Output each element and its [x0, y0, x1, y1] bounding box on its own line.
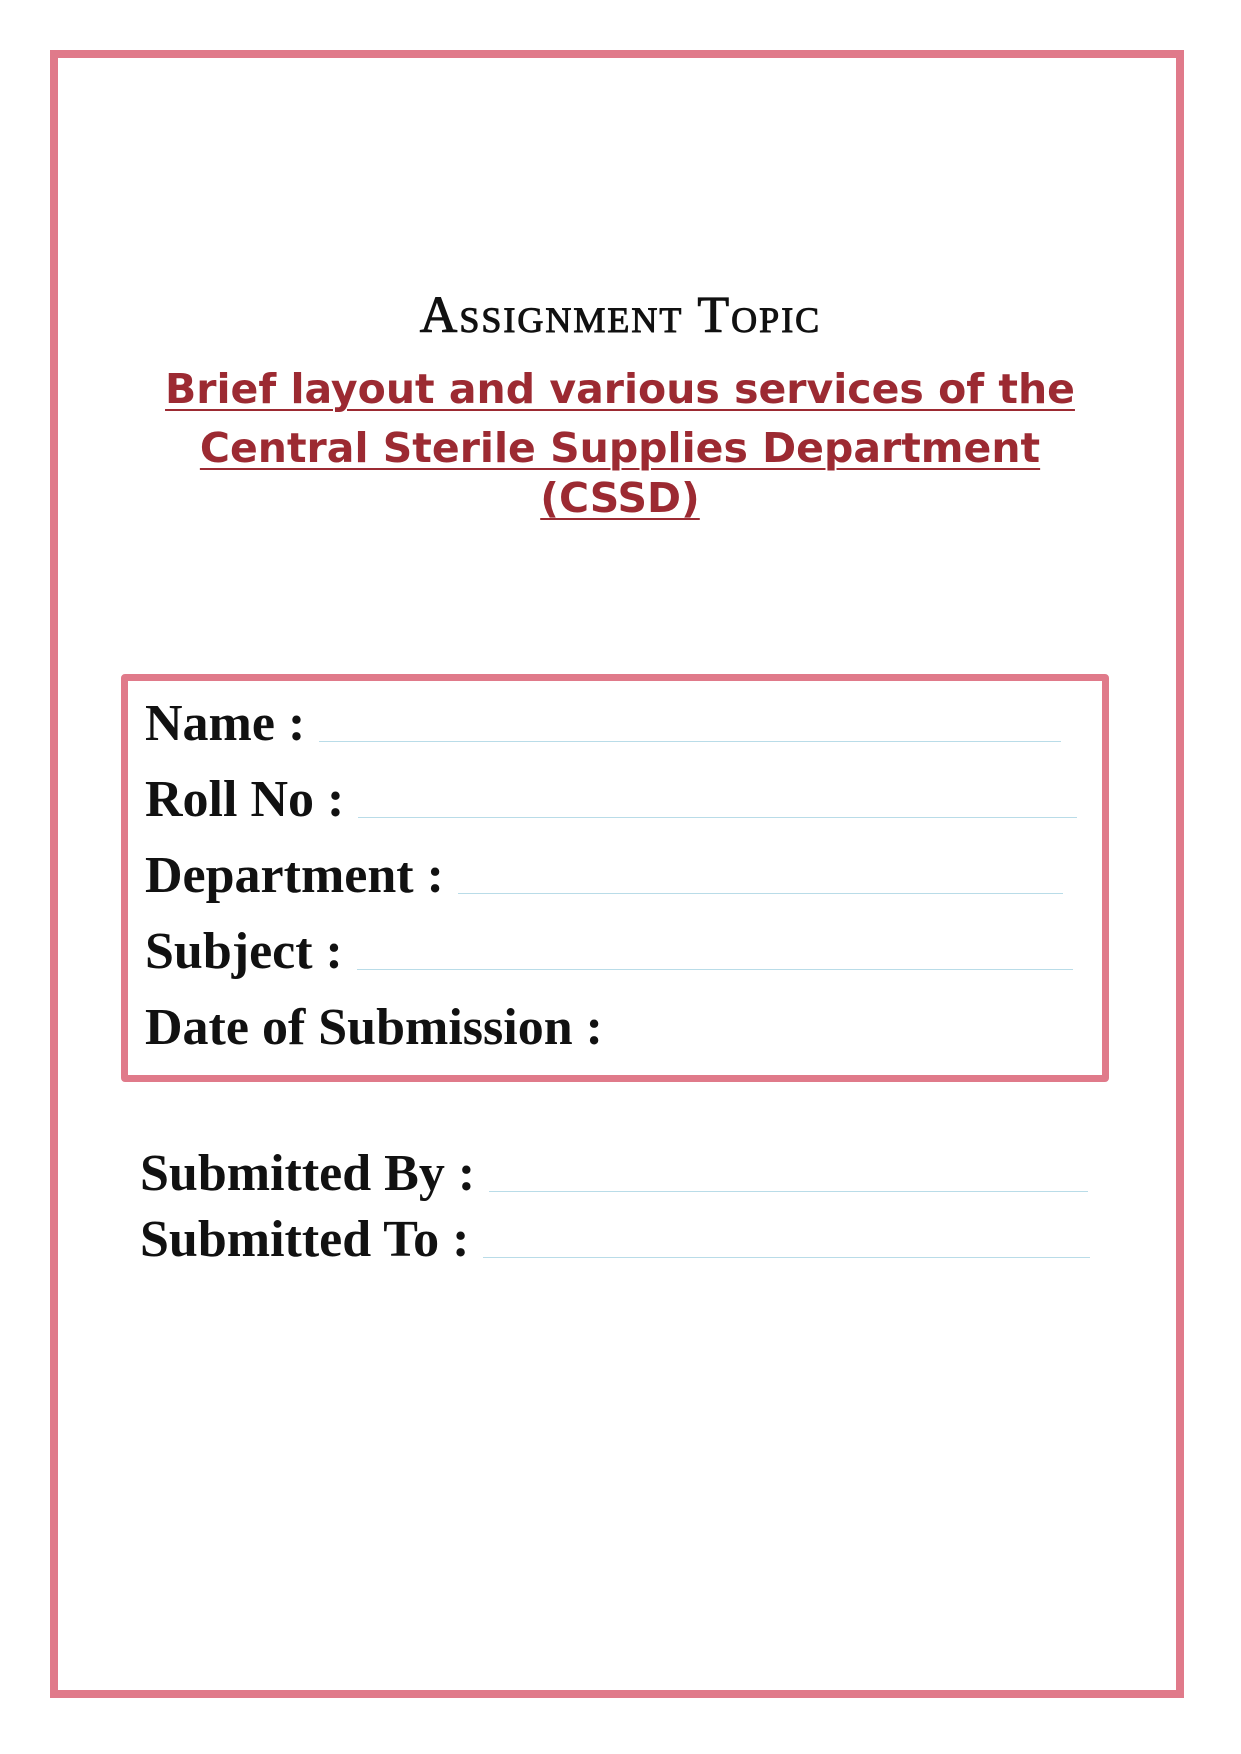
name-label: Name :	[145, 695, 306, 752]
name-field	[145, 694, 1061, 754]
department-field	[145, 846, 1063, 906]
subject-label: Subject :	[145, 923, 343, 980]
topic-title-line-2-text: Central Sterile Supplies Department (CSSD)	[199, 424, 1041, 522]
submitted-by-field	[140, 1144, 1088, 1204]
name-blank-line[interactable]	[319, 740, 1061, 742]
roll-no-field	[145, 770, 1077, 830]
submitted-by-label: Submitted By :	[140, 1145, 476, 1202]
assignment-heading: Assignment Topic	[419, 287, 822, 344]
topic-title-line-1	[140, 364, 1100, 414]
submitted-to-field	[140, 1210, 1090, 1270]
date-of-submission-field	[145, 998, 705, 1058]
roll-no-label: Roll No :	[145, 771, 345, 828]
topic-title-line-2	[140, 423, 1100, 523]
submitted-to-label: Submitted To :	[140, 1211, 470, 1268]
date-of-submission-label: Date of Submission :	[145, 999, 603, 1056]
subject-field	[145, 922, 1073, 982]
topic-title-line-1-text: Brief layout and various services of the	[165, 365, 1075, 413]
submitted-to-blank-line[interactable]	[483, 1256, 1090, 1258]
roll-no-blank-line[interactable]	[358, 816, 1077, 818]
department-label: Department :	[145, 847, 444, 904]
subject-blank-line[interactable]	[357, 968, 1073, 970]
submitted-by-blank-line[interactable]	[489, 1190, 1088, 1192]
department-blank-line[interactable]	[458, 892, 1063, 894]
